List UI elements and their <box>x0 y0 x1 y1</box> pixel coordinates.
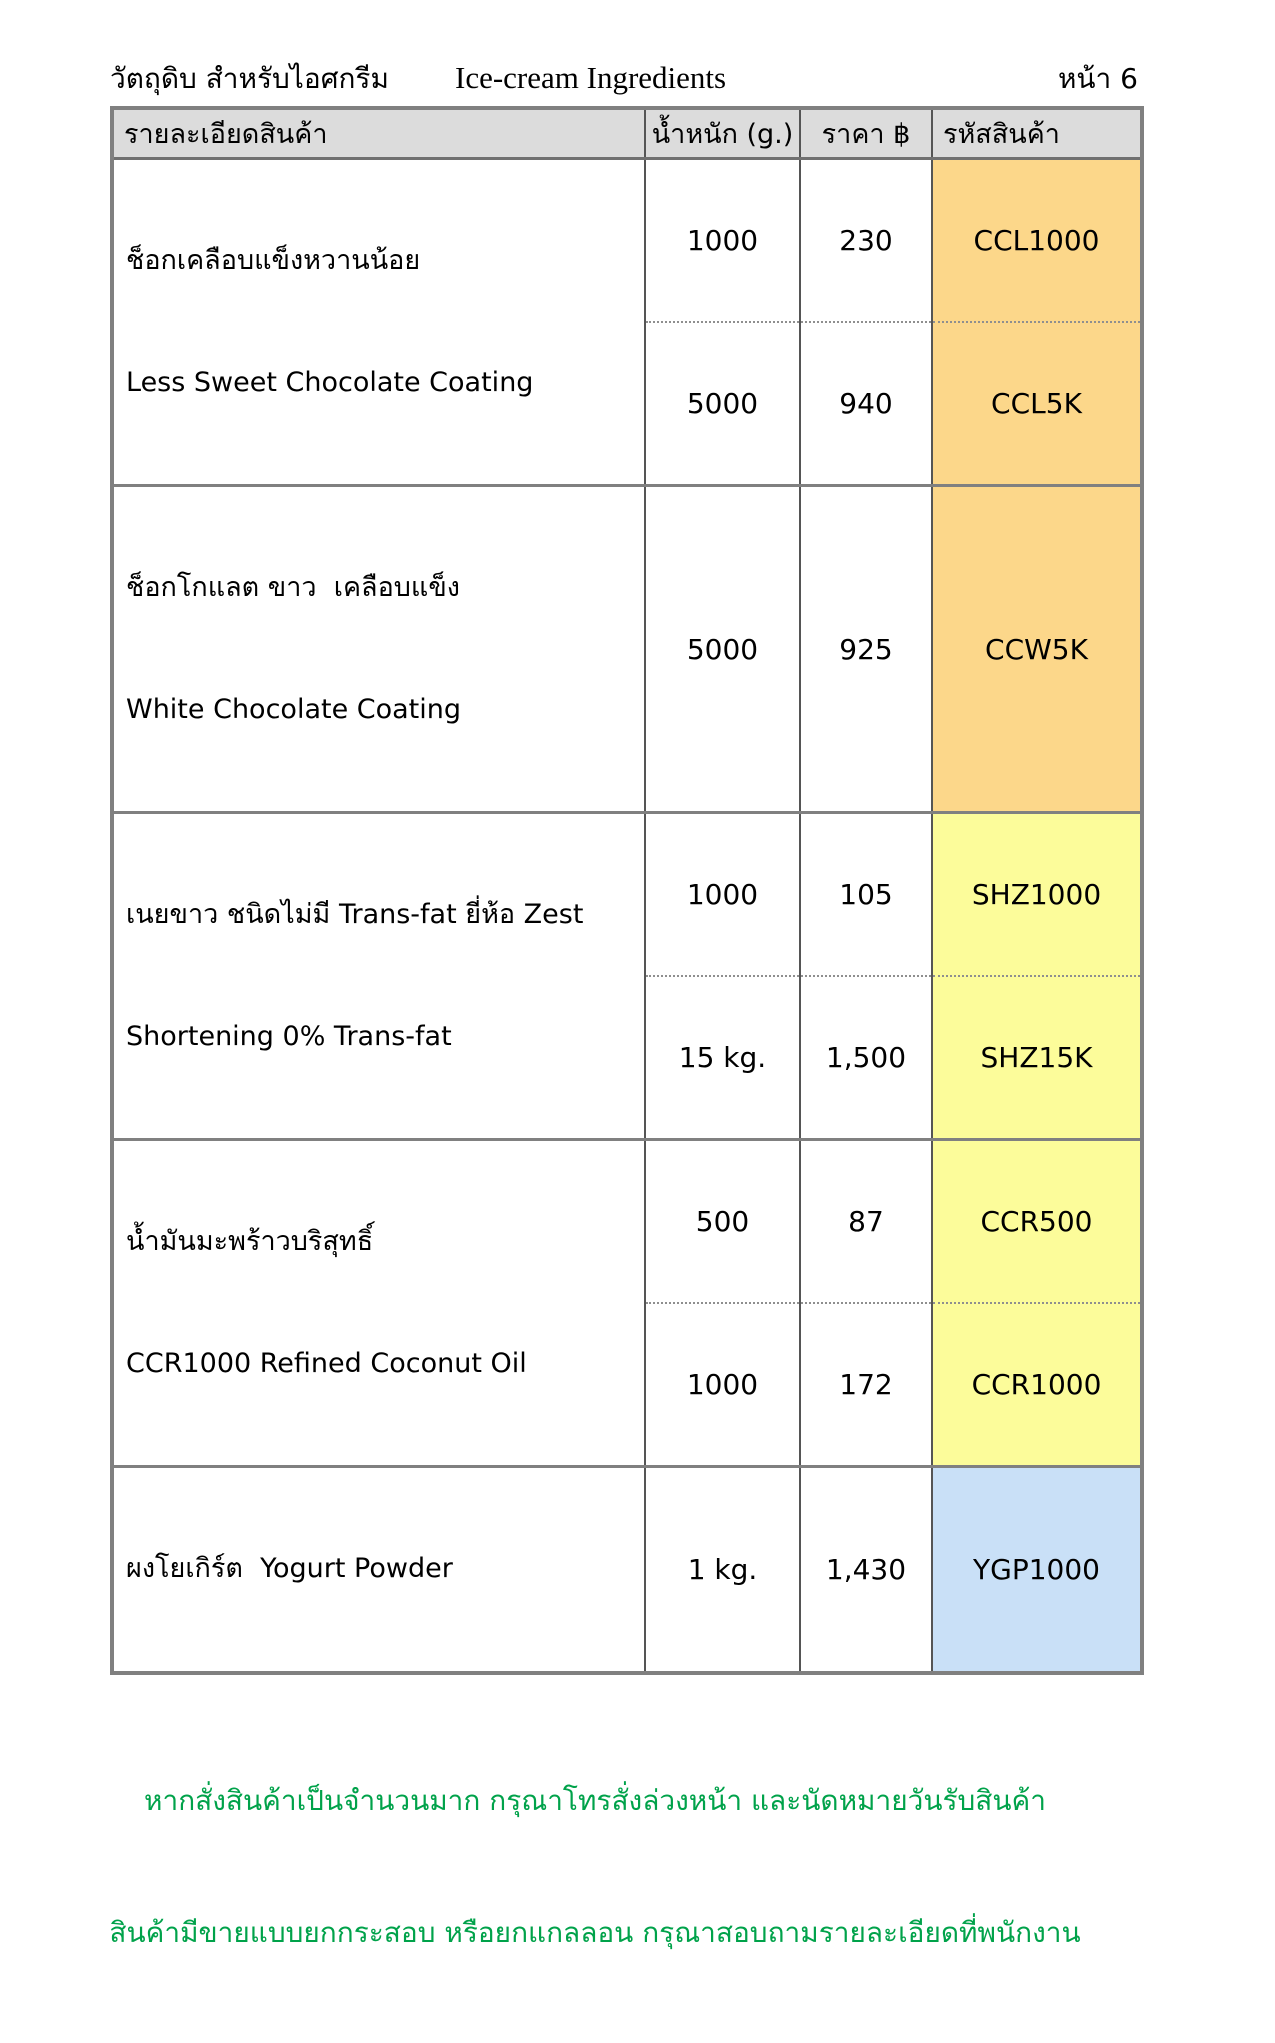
product-name-english: White Chocolate Coating <box>126 693 462 725</box>
product-name-english: Less Sweet Chocolate Coating <box>126 366 534 398</box>
product-code-cell: CCR1000 <box>932 1303 1142 1467</box>
footer-note-line1: หากสั่งสินค้าเป็นจำนวนมาก กรุณาโทรสั่งล่วงหน้า และนัดหมายวันรับสินค้า <box>144 1783 1046 1817</box>
product-description-cell <box>112 159 645 486</box>
weight-cell: 500 <box>645 1140 800 1304</box>
doc-title-thai: วัตถุดิบ สำหรับไอศกรีม <box>110 62 389 95</box>
col-header-price: ราคา ฿ <box>800 108 932 159</box>
product-name-english: CCR1000 Refined Coconut Oil <box>126 1347 527 1379</box>
ingredients-price-table <box>110 106 1144 1675</box>
price-cell: 230 <box>800 159 932 323</box>
table-row <box>112 1467 1142 1673</box>
doc-title-english: Ice-cream Ingredients <box>455 60 727 95</box>
table-row <box>112 486 1142 813</box>
product-description-cell <box>112 486 645 813</box>
table-row <box>112 1140 1142 1304</box>
table-row <box>112 813 1142 977</box>
price-cell: 925 <box>800 486 932 813</box>
product-code-cell: YGP1000 <box>932 1467 1142 1673</box>
weight-cell: 1 kg. <box>645 1467 800 1673</box>
weight-cell: 5000 <box>645 486 800 813</box>
product-name-thai: ผงโยเกิร์ต Yogurt Powder <box>126 1553 453 1584</box>
price-cell: 1,500 <box>800 976 932 1140</box>
product-name-thai: เนยขาว ชนิดไม่มี Trans-fat ยี่ห้อ Zest <box>126 899 584 930</box>
price-cell: 172 <box>800 1303 932 1467</box>
product-name-thai: ช็อกโกแลต ขาว เคลือบแข็ง <box>126 572 460 603</box>
product-code-cell: SHZ15K <box>932 976 1142 1140</box>
product-code-cell: SHZ1000 <box>932 813 1142 977</box>
footer-note <box>0 1691 1190 2043</box>
product-code-cell: CCR500 <box>932 1140 1142 1304</box>
weight-cell: 5000 <box>645 322 800 486</box>
table-header-row <box>112 108 1142 159</box>
product-description-cell <box>112 1140 645 1467</box>
weight-cell: 1000 <box>645 159 800 323</box>
document-header <box>110 60 1140 100</box>
price-cell: 105 <box>800 813 932 977</box>
product-name-thai: ช็อกเคลือบแข็งหวานน้อย <box>126 245 421 276</box>
col-header-code: รหัสสินค้า <box>932 108 1142 159</box>
weight-cell: 1000 <box>645 1303 800 1467</box>
price-cell: 1,430 <box>800 1467 932 1673</box>
price-cell: 940 <box>800 322 932 486</box>
product-name-thai: น้ำมันมะพร้าวบริสุทธิ์ <box>126 1226 374 1257</box>
price-cell: 87 <box>800 1140 932 1304</box>
product-name-english: Shortening 0% Trans-fat <box>126 1020 452 1052</box>
footer-note-line2: สินค้ามีขายแบบยกกระสอบ หรือยกแกลลอน กรุณาสอบถามรายละเอียดที่พนักงาน <box>109 1915 1081 1949</box>
product-description-cell <box>112 1467 645 1673</box>
product-code-cell: CCL1000 <box>932 159 1142 323</box>
page-number: หน้า 6 <box>1057 62 1138 95</box>
weight-cell: 15 kg. <box>645 976 800 1140</box>
col-header-weight: น้ำหนัก (g.) <box>645 108 800 159</box>
product-description-cell <box>112 813 645 1140</box>
col-header-description: รายละเอียดสินค้า <box>112 108 645 159</box>
document-page <box>0 60 1275 1949</box>
weight-cell: 1000 <box>645 813 800 977</box>
table-row <box>112 159 1142 323</box>
product-code-cell: CCL5K <box>932 322 1142 486</box>
product-code-cell: CCW5K <box>932 486 1142 813</box>
